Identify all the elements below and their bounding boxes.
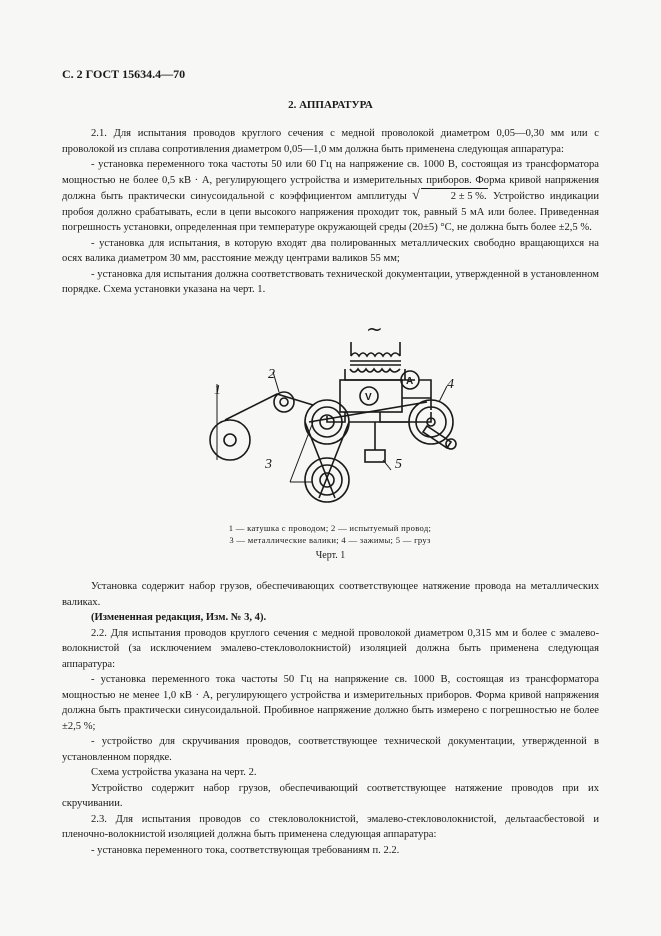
paragraph-2-3-a: - установка переменного тока, соответствующая требованиям п. 2.2. [91,844,400,856]
paragraph-2-2-b: - устройство для скручивания проводов, соответствующее технической документации, утвержденной в установленном порядке. [62,736,599,763]
section-title: 2. АППАРАТУРА [288,99,373,111]
voltmeter-label: V [365,392,372,403]
test-setup-diagram [195,318,470,518]
sqrt-expression: 2 ± 5 %. [421,188,488,205]
label-1: 1 [214,383,221,398]
paragraph-2-2-a: - установка переменного тока частоты 50 Гц на напряжение св. 1000 В, состоящая из трансформатора мощностью не менее 1,0 кВ · А, регулирующего устройства и измерительных приборов. Форма кривой напряжения должна быть практически синусоидальной. Пробивное напряжение должно быть измерено с погрешностью не более ±2,5 %; [62,674,599,732]
figure-caption [170,522,490,546]
paragraph-2-1-a [62,157,599,236]
page-header: С. 2 ГОСТ 15634.4—70 [62,67,186,81]
sqrt-sign: √ [412,188,420,203]
ac-source-symbol: ~ [366,318,383,341]
section-2-1-text [62,126,599,298]
paragraph-2-1-c: - установка для испытания должна соответствовать технической документации, утвержденной в установленном порядке. Схема установки указана на черт. 1. [62,268,599,295]
paragraph-2-1-a-part2: Устройство индикации пробоя должно срабатывать, если в цепи высокого напряжения проходит ток, равный 5 мА или более. Приведенная погрешность установки, определенная при температуре окружающей среды (20±5) °С, не должна быть более ±2,5 %. [62,191,599,233]
label-5: 5 [395,457,402,472]
paragraph-2-1-b: - установка для испытания, в которую входят два полированных металлических свободно вращающихся на осях валика диаметром 30 мм, расстояние между центрами валиков 55 мм; [62,237,599,264]
paragraph-2-3: 2.3. Для испытания проводов со стекловолокнистой, эмалево-стекловолокнистой, дельтаасбестовой и пленочно-волокнистой изоляцией должна быть применена следующая аппаратура: [62,813,599,840]
ammeter-label: A [406,376,414,387]
label-3: 3 [265,457,272,472]
label-2: 2 [268,367,275,382]
caption-line-1: 1 — катушка с проводом; 2 — испытуемый провод; [228,523,432,533]
label-4: 4 [447,377,454,392]
paragraph-2-1: 2.1. Для испытания проводов круглого сечения с медной проволокой диаметром 0,05—0,30 мм или с проволокой из сплава сопротивления диаметром 0,05—1,0 мм должна быть применена следующая аппаратура: [62,128,599,155]
section-2-2-text [62,579,599,858]
paragraph-2-1-a-part1: - установка переменного тока частоты 50 или 60 Гц на напряжение св. 1000 В, состоящая из трансформатора мощностью не более 0,5 кВ · А, регулирующего устройства и измерительных приборов. Форма кривой напряжения должна быть практически синусоидальной с коэффициентом амплитуды [62,159,599,202]
caption-line-2: 3 — металлические валики; 4 — зажимы; 5 — груз [229,535,431,545]
figure-label: Черт. 1 [315,550,346,561]
paragraph-2-2-c: Схема устройства указана на черт. 2. [91,767,257,778]
paragraph-2-2: 2.2. Для испытания проводов круглого сечения с медной проволокой диаметром 0,315 мм и более с эмалево-волокнистой (за исключением эмалево-стекловолокнистой) изоляцией должна быть применена следующая аппаратура: [62,627,599,670]
amended-edition: (Измененная редакция, Изм. № 3, 4). [91,612,267,623]
paragraph-set: Установка содержит набор грузов, обеспечивающих соответствующее натяжение провода на металлических валиках. [62,581,599,608]
paragraph-2-2-d: Устройство содержит набор грузов, обеспечивающий соответствующее натяжение проводов при их скручивании. [62,782,599,809]
